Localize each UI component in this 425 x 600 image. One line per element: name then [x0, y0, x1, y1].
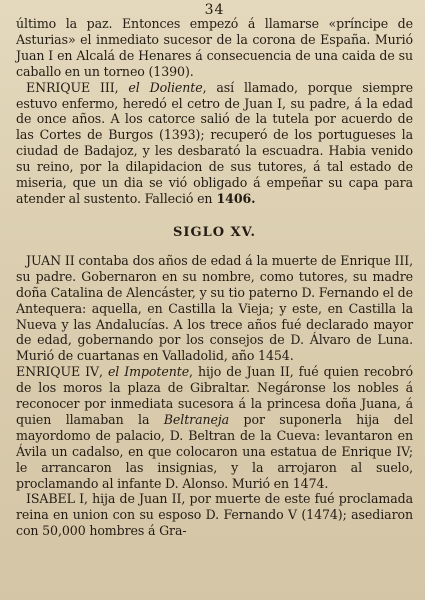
- paragraph-juan-i-ending: último la paz. Entonces empezó á llamarse «príncipe de Asturias» el inmediato sucesor de la corona de España. Murió Juan I en Alcalá de Henares á consecuencia de una caida de su caballo en un torneo (1390).: [16, 16, 413, 79]
- king-epithet: el Impotente: [107, 364, 190, 380]
- paragraph-text: por suponerla hija del mayordomo de palacio, D. Beltran de la Cueva: levantaron en Ávila un cadalso, en que colocaron una estatua de Enrique IV; le arrancaron las insignias, y la arrojaron al suelo, proclamando al infante D. Alonso. Murió en 1474.: [16, 411, 413, 491]
- separator: ,: [99, 364, 108, 380]
- death-year: 1406.: [212, 190, 256, 206]
- separator: ,: [114, 79, 129, 95]
- paragraph-enrique-iii: [16, 80, 413, 207]
- king-name: ENRIQUE IV: [16, 364, 99, 380]
- paragraph-juan-ii: JUAN II contaba dos años de edad á la muerte de Enrique III, su padre. Gobernaron en su nombre, como tutores, su madre doña Catalina de Alencáster, y su tio paterno D. Fernando el de Antequera: aquella, en Castilla la Vieja; y este, en Castilla la Nueva y las Andalucías. A los trece años fué declarado mayor de edad, gobernando por los consejos de D. Álvaro de Luna. Murió de cuartanas en Valladolid, año 1454.: [16, 252, 413, 364]
- paragraph-isabel-i: ISABEL I, hija de Juan II, por muerte de este fué proclamada reina en union con su esposo D. Fernando V (1474); asediaron con 50,000 hombres á Gra-: [16, 491, 413, 539]
- king-epithet: el Doliente: [128, 79, 203, 95]
- king-name: ENRIQUE III: [26, 79, 115, 95]
- section-title: SIGLO XV.: [173, 224, 256, 240]
- paragraph-enrique-iv: [16, 364, 413, 491]
- beltraneja-nickname: Beltraneja: [163, 411, 230, 427]
- page-number: 34: [204, 2, 225, 18]
- paragraph-text: , hijo de Juan II, fué quien recobró de los moros la plaza de Gibraltar. Negáronse los nobles á reconocer por inmediata sucesora á la princesa doña Juana, á quien llamaban la: [16, 364, 413, 427]
- paragraph-text: , así llamado, porque siempre estuvo enfermo, heredó el cetro de Juan I, su padre, á la edad de once años. A los catorce salió de la tutela por acuerdo de las Cortes de Burgos (1393); recuperó de los portugueses la ciudad de Badajoz, y les desbarató la escuadra. Habia venido su reino, por la dilapidacion de sus tutores, á tal estado de miseria, que un dia se vió obligado á empeñar su capa para atender al sustento. Falleció en: [16, 79, 414, 206]
